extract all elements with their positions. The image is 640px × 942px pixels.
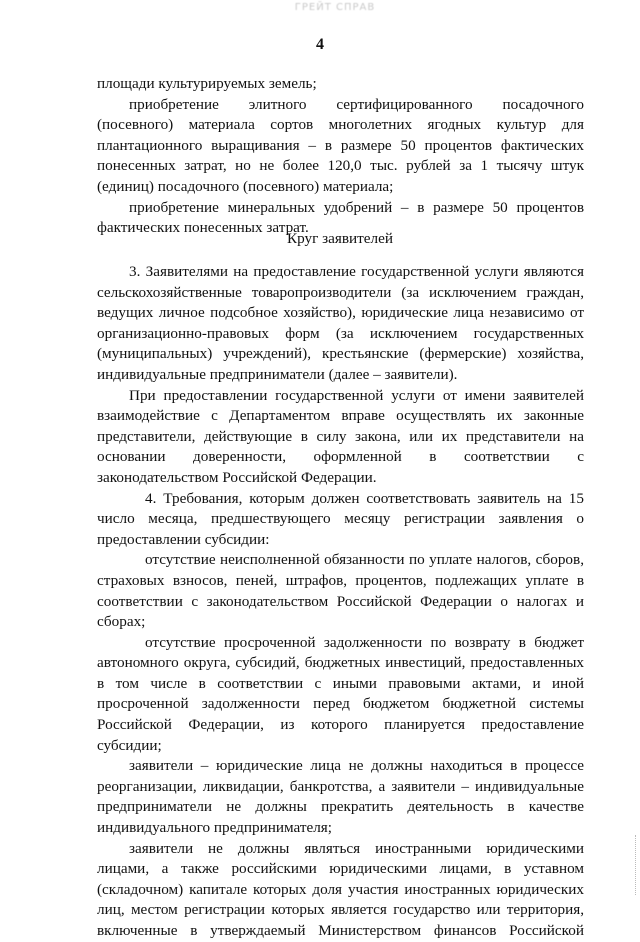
paragraph: 3. Заявителями на предоставление государственной услуги являются сельскохозяйственные товаропроизводители (за исключением граждан, ведущих личное подсобное хозяйство), юридические лица независимо от организационно-правовых форм (за исключением государственных (муниципальных) учреждений), крестьянские (фермерские) хозяйства, индивидуальные предприниматели (далее – заявители). xyxy=(97,263,584,383)
paragraph: приобретение минеральных удобрений – в размере 50 процентов фактических понесенных затрат. xyxy=(97,198,584,237)
paragraph: заявители – юридические лица не должны находиться в процессе реорганизации, ликвидации, банкротства, а заявители – индивидуальные предприниматели не должны прекратить деятельность в качестве индивидуального предпринимателя; xyxy=(97,757,584,837)
paragraph: приобретение элитного сертифицированного посадочного (посевного) материала сортов многолетних ягодных культур для плантационного выращивания – в размере 50 процентов фактических понесенных затрат, но не более 120,0 тыс. рублей за 1 тысячу штук (единиц) посадочного (посевного) материала; xyxy=(97,95,584,195)
paragraph: 4. Требования, которым должен соответствовать заявитель на 15 число месяца, предшествующего месяцу регистрации заявления о предоставлении субсидии: xyxy=(97,489,584,548)
section-heading: Круг заявителей xyxy=(287,230,393,247)
paragraph: отсутствие просроченной задолженности по возврату в бюджет автономного округа, субсидий, бюджетных инвестиций, предоставленных в том числе в соответствии с иными правовыми актами, и иной просроченной задолженности перед бюджетом бюджетной системы Российской Федерации, из которого планируется предоставление субсидии; xyxy=(97,633,584,754)
faded-stamp: ГРЕЙТ СПРАВ xyxy=(294,2,376,13)
text-block-top xyxy=(97,74,584,239)
paragraph: заявители не должны являться иностранными юридическими лицами, а также российскими юридическими лицами, в уставном (складочном) капитале которых доля участия иностранных юридических лиц, местом регистрации которых является государство или территория, включенные в утверждаемый Министерством финансов Российской xyxy=(97,839,584,939)
paragraph: При предоставлении государственной услуги от имени заявителей взаимодействие с Департаментом вправе осуществлять их законные представители, действующие в силу закона, или их представители на основании доверенности, оформленной в соответствии с законодательством Российской Федерации. xyxy=(97,386,584,486)
paragraph: площади культурируемых земель; xyxy=(97,75,317,92)
page-number: 4 xyxy=(316,36,324,53)
text-block-main xyxy=(97,262,584,942)
scan-margin-mark xyxy=(633,835,636,895)
paragraph: отсутствие неисполненной обязанности по уплате налогов, сборов, страховых взносов, пеней, штрафов, процентов, подлежащих уплате в соответствии с законодательством Российской Федерации о налогах и сборах; xyxy=(97,551,584,631)
